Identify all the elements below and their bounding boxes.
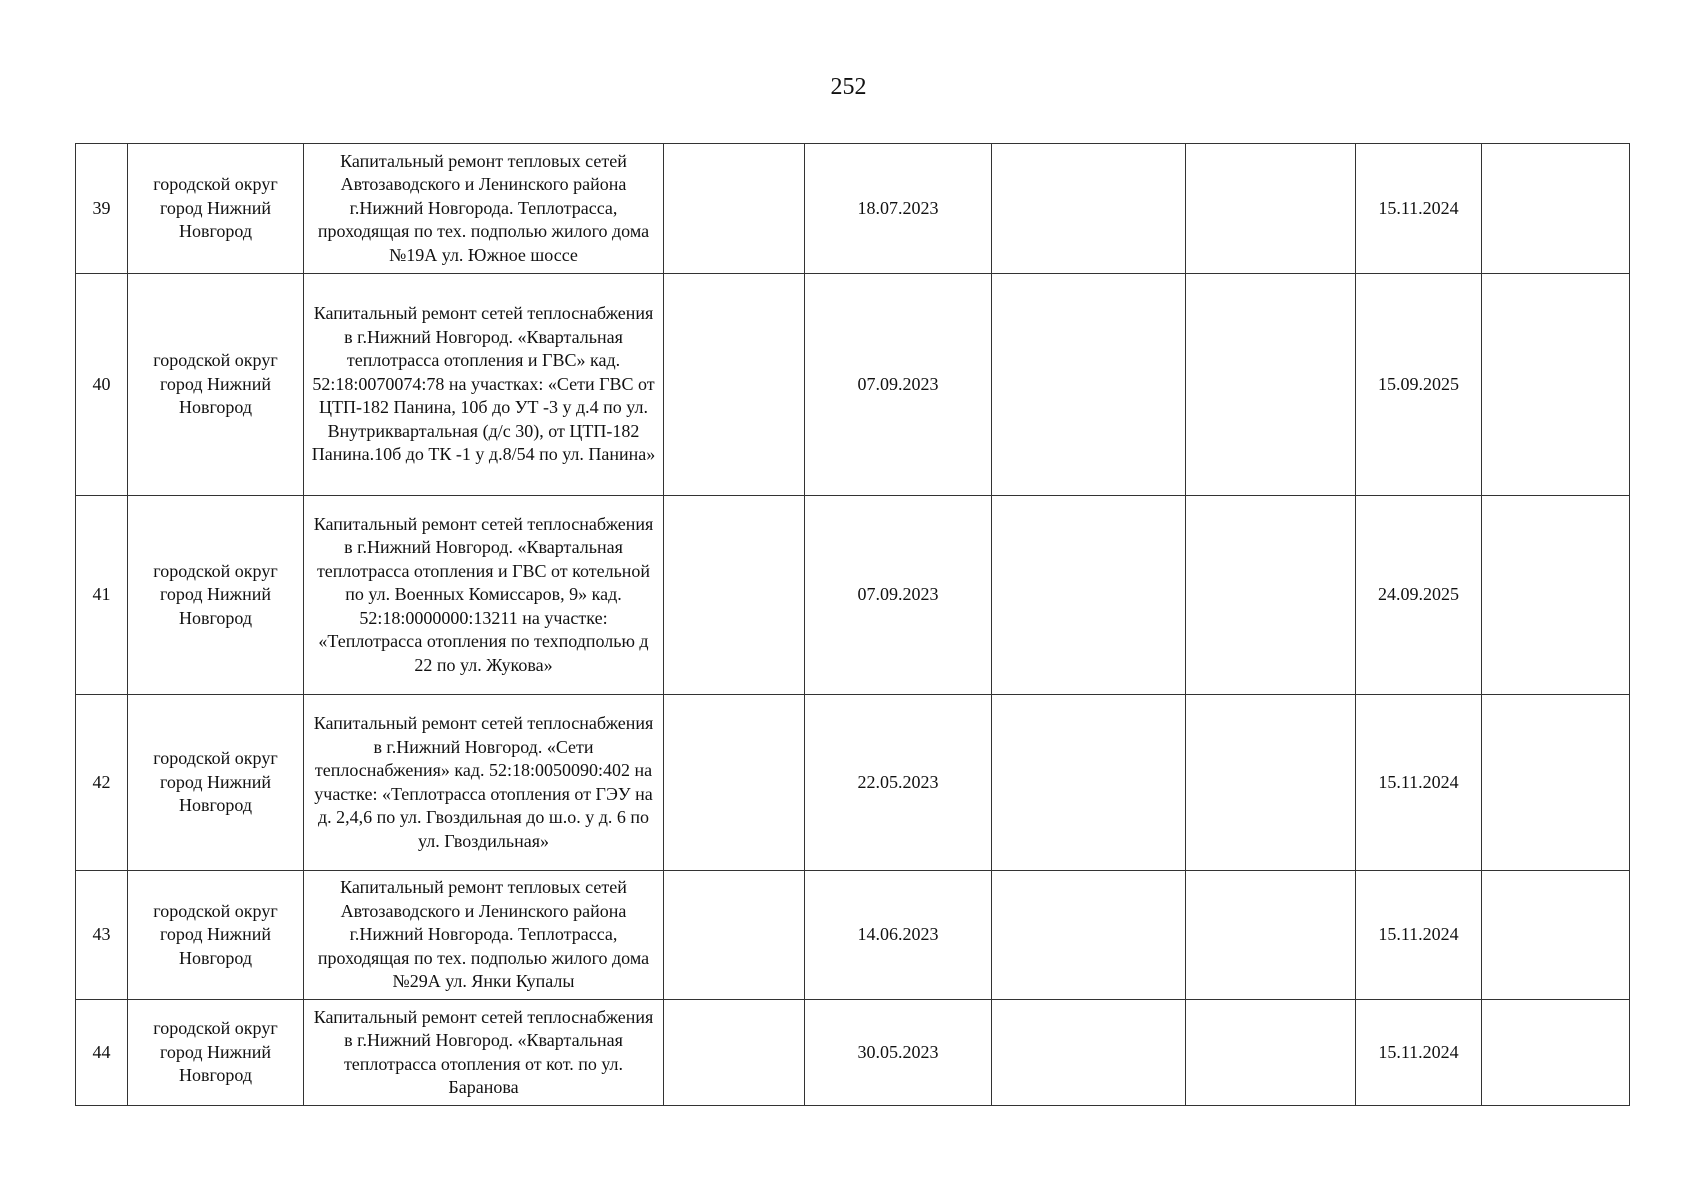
empty-cell	[992, 1000, 1186, 1106]
row-number: 43	[76, 871, 128, 1000]
empty-cell	[664, 695, 805, 871]
empty-cell	[1482, 1000, 1630, 1106]
page-number: 252	[830, 74, 867, 100]
row-number: 40	[76, 274, 128, 496]
row-number: 44	[76, 1000, 128, 1106]
start-date-cell: 14.06.2023	[805, 871, 992, 1000]
empty-cell	[992, 496, 1186, 695]
empty-cell	[664, 274, 805, 496]
start-date-cell: 22.05.2023	[805, 695, 992, 871]
empty-cell	[1186, 1000, 1356, 1106]
table-row	[76, 1000, 1630, 1106]
empty-cell	[1482, 871, 1630, 1000]
empty-cell	[992, 144, 1186, 274]
empty-cell	[1482, 496, 1630, 695]
end-date-cell: 15.11.2024	[1356, 695, 1482, 871]
empty-cell	[1186, 274, 1356, 496]
table-row	[76, 871, 1630, 1000]
locality-cell: городской округ город Нижний Новгород	[128, 871, 304, 1000]
description-cell: Капитальный ремонт сетей теплоснабжения в г.Нижний Новгород. «Сети теплоснабжения» кад. 52:18:0050090:402 на участке: «Теплотрасса отопления от ГЭУ на д. 2,4,6 по ул. Гвоздильная до ш.о. у д. 6 по ул. Гвоздильная»	[304, 695, 664, 871]
locality-cell: городской округ город Нижний Новгород	[128, 144, 304, 274]
row-number: 41	[76, 496, 128, 695]
description-cell: Капитальный ремонт тепловых сетей Автозаводского и Ленинского района г.Нижний Новгорода. Теплотрасса, проходящая по тех. подполью жилого дома №29А ул. Янки Купалы	[304, 871, 664, 1000]
empty-cell	[1186, 144, 1356, 274]
empty-cell	[1482, 144, 1630, 274]
end-date-cell: 15.11.2024	[1356, 144, 1482, 274]
empty-cell	[992, 274, 1186, 496]
table-row	[76, 144, 1630, 274]
description-cell: Капитальный ремонт сетей теплоснабжения в г.Нижний Новгород. «Квартальная теплотрасса отопления и ГВС» кад. 52:18:0070074:78 на участках: «Сети ГВС от ЦТП-182 Панина, 10б до УТ -3 у д.4 по ул. Внутриквартальная (д/с 30), от ЦТП-182 Панина.10б до ТК -1 у д.8/54 по ул. Панина»	[304, 274, 664, 496]
empty-cell	[992, 871, 1186, 1000]
works-table	[75, 143, 1630, 1106]
locality-cell: городской округ город Нижний Новгород	[128, 496, 304, 695]
empty-cell	[1482, 274, 1630, 496]
end-date-cell: 15.09.2025	[1356, 274, 1482, 496]
table-row	[76, 695, 1630, 871]
locality-cell: городской округ город Нижний Новгород	[128, 274, 304, 496]
empty-cell	[1186, 695, 1356, 871]
start-date-cell: 18.07.2023	[805, 144, 992, 274]
end-date-cell: 24.09.2025	[1356, 496, 1482, 695]
start-date-cell: 30.05.2023	[805, 1000, 992, 1106]
end-date-cell: 15.11.2024	[1356, 871, 1482, 1000]
table-row	[76, 496, 1630, 695]
locality-cell: городской округ город Нижний Новгород	[128, 1000, 304, 1106]
empty-cell	[664, 144, 805, 274]
empty-cell	[992, 695, 1186, 871]
start-date-cell: 07.09.2023	[805, 274, 992, 496]
start-date-cell: 07.09.2023	[805, 496, 992, 695]
end-date-cell: 15.11.2024	[1356, 1000, 1482, 1106]
description-cell: Капитальный ремонт тепловых сетей Автозаводского и Ленинского района г.Нижний Новгорода. Теплотрасса, проходящая по тех. подполью жилого дома №19А ул. Южное шоссе	[304, 144, 664, 274]
empty-cell	[664, 1000, 805, 1106]
empty-cell	[1186, 871, 1356, 1000]
row-number: 42	[76, 695, 128, 871]
empty-cell	[1186, 496, 1356, 695]
empty-cell	[664, 496, 805, 695]
table-row	[76, 274, 1630, 496]
description-cell: Капитальный ремонт сетей теплоснабжения в г.Нижний Новгород. «Квартальная теплотрасса отопления и ГВС от котельной по ул. Военных Комиссаров, 9» кад. 52:18:0000000:13211 на участке: «Теплотрасса отопления по техподполью д 22 по ул. Жукова»	[304, 496, 664, 695]
empty-cell	[664, 871, 805, 1000]
locality-cell: городской округ город Нижний Новгород	[128, 695, 304, 871]
row-number: 39	[76, 144, 128, 274]
description-cell: Капитальный ремонт сетей теплоснабжения в г.Нижний Новгород. «Квартальная теплотрасса отопления от кот. по ул. Баранова	[304, 1000, 664, 1106]
empty-cell	[1482, 695, 1630, 871]
